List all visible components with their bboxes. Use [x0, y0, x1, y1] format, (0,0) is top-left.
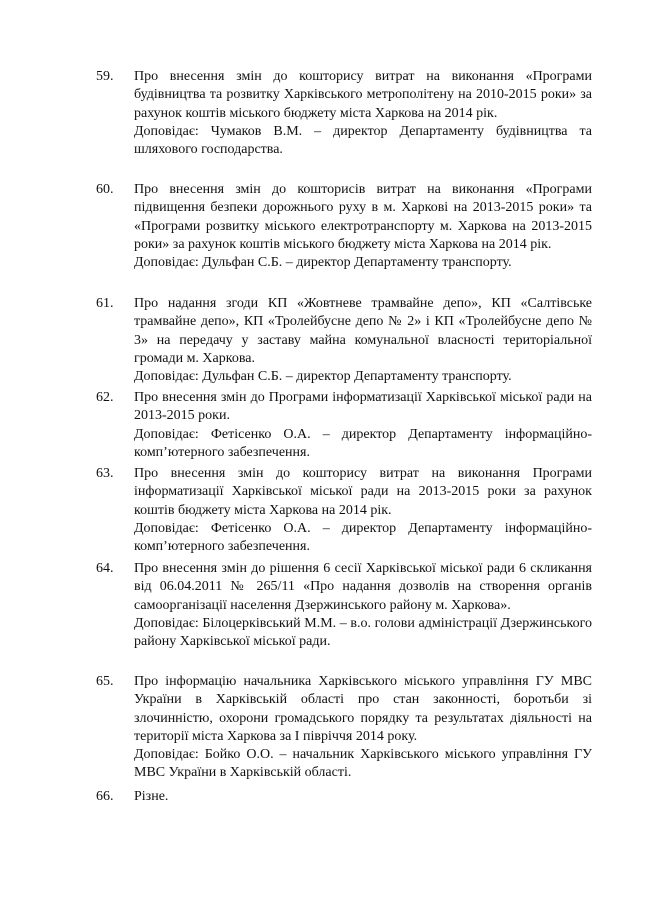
item-body	[134, 673, 592, 783]
item-body	[134, 181, 592, 272]
item-title: Про інформацію начальника Харківського міського управління ГУ МВС України в Харківській області про стан законності, боротьби зі злочинністю, охорони громадського порядку та результатах діяльності на території міста Харкова за І півріччя 2014 року.	[134, 674, 592, 744]
item-number: 66.	[96, 789, 114, 804]
item-title: Про внесення змін до Програми інформатизації Харківської міської ради на 2013-2015 роки.	[134, 390, 592, 424]
item-body	[134, 68, 592, 159]
item-title: Про надання згоди КП «Жовтневе трамвайне депо», КП «Салтівське трамвайне депо», КП «Тролейбусне депо № 2» і КП «Тролейбусне депо № 3» на передачу у заставу майна комунальної власності територіальної громади м. Харкова.	[134, 296, 592, 366]
agenda-item-66	[96, 788, 592, 806]
item-speaker: Доповідає: Білоцерківський М.М. – в.о. голови адміністрації Дзержинського району Харківської міської ради.	[134, 615, 592, 650]
item-number: 59.	[96, 69, 114, 84]
agenda-item-59	[96, 68, 592, 159]
item-title: Про внесення змін до кошторису витрат на виконання «Програми будівництва та розвитку Харківського метрополітену на 2010-2015 роки» за рахунок коштів міського бюджету міста Харкова на 2014 рік.	[134, 69, 592, 121]
item-body	[134, 465, 592, 556]
agenda-item-64	[96, 560, 592, 651]
item-speaker: Доповідає: Дульфан С.Б. – директор Департаменту транспорту.	[134, 255, 512, 271]
item-body	[134, 788, 592, 806]
item-speaker: Доповідає: Фетісенко О.А. – директор Департаменту інформаційно-комп’ютерного забезпечення.	[134, 520, 592, 555]
item-speaker: Доповідає: Фетісенко О.А. – директор Департаменту інформаційно-комп’ютерного забезпечення.	[134, 426, 592, 460]
item-title: Різне.	[134, 789, 169, 804]
item-number: 61.	[96, 296, 114, 311]
item-body	[134, 295, 592, 386]
item-number: 60.	[96, 182, 114, 197]
item-body	[134, 389, 592, 462]
item-title: Про внесення змін до кошторисів витрат на виконання «Програми підвищення безпеки дорожнього руху в м. Харкові на 2013-2015 роки» та «Програми розвитку міського електротранспорту м. Харкова на 2013-2015 роки» за рахунок коштів міського бюджету міста Харкова на 2014 рік.	[134, 182, 592, 252]
agenda-item-62	[96, 389, 592, 462]
item-number: 64.	[96, 561, 114, 576]
item-number: 62.	[96, 390, 114, 405]
item-speaker: Доповідає: Бойко О.О. – начальник Харківського міського управління ГУ МВС України в Харківській області.	[134, 747, 592, 781]
agenda-item-65	[96, 673, 592, 783]
item-title: Про внесення змін до кошторису витрат на виконання Програми інформатизації Харківської міської ради на 2013-2015 роки за рахунок коштів бюджету міста Харкова на 2014 рік.	[134, 466, 592, 518]
item-number: 65.	[96, 674, 114, 689]
agenda-item-61	[96, 295, 592, 386]
item-number: 63.	[96, 466, 114, 481]
agenda-item-63	[96, 465, 592, 556]
agenda-item-60	[96, 181, 592, 272]
item-speaker: Доповідає: Дульфан С.Б. – директор Департаменту транспорту.	[134, 369, 512, 385]
item-title: Про внесення змін до рішення 6 сесії Харківської міської ради 6 скликання від 06.04.2011 № 265/11 «Про надання дозволів на створення органів самоорганізації населення Дзержинського району м. Харкова».	[134, 561, 592, 613]
item-speaker: Доповідає: Чумаков В.М. – директор Департаменту будівництва та шляхового господарства.	[134, 123, 592, 158]
item-body	[134, 560, 592, 651]
